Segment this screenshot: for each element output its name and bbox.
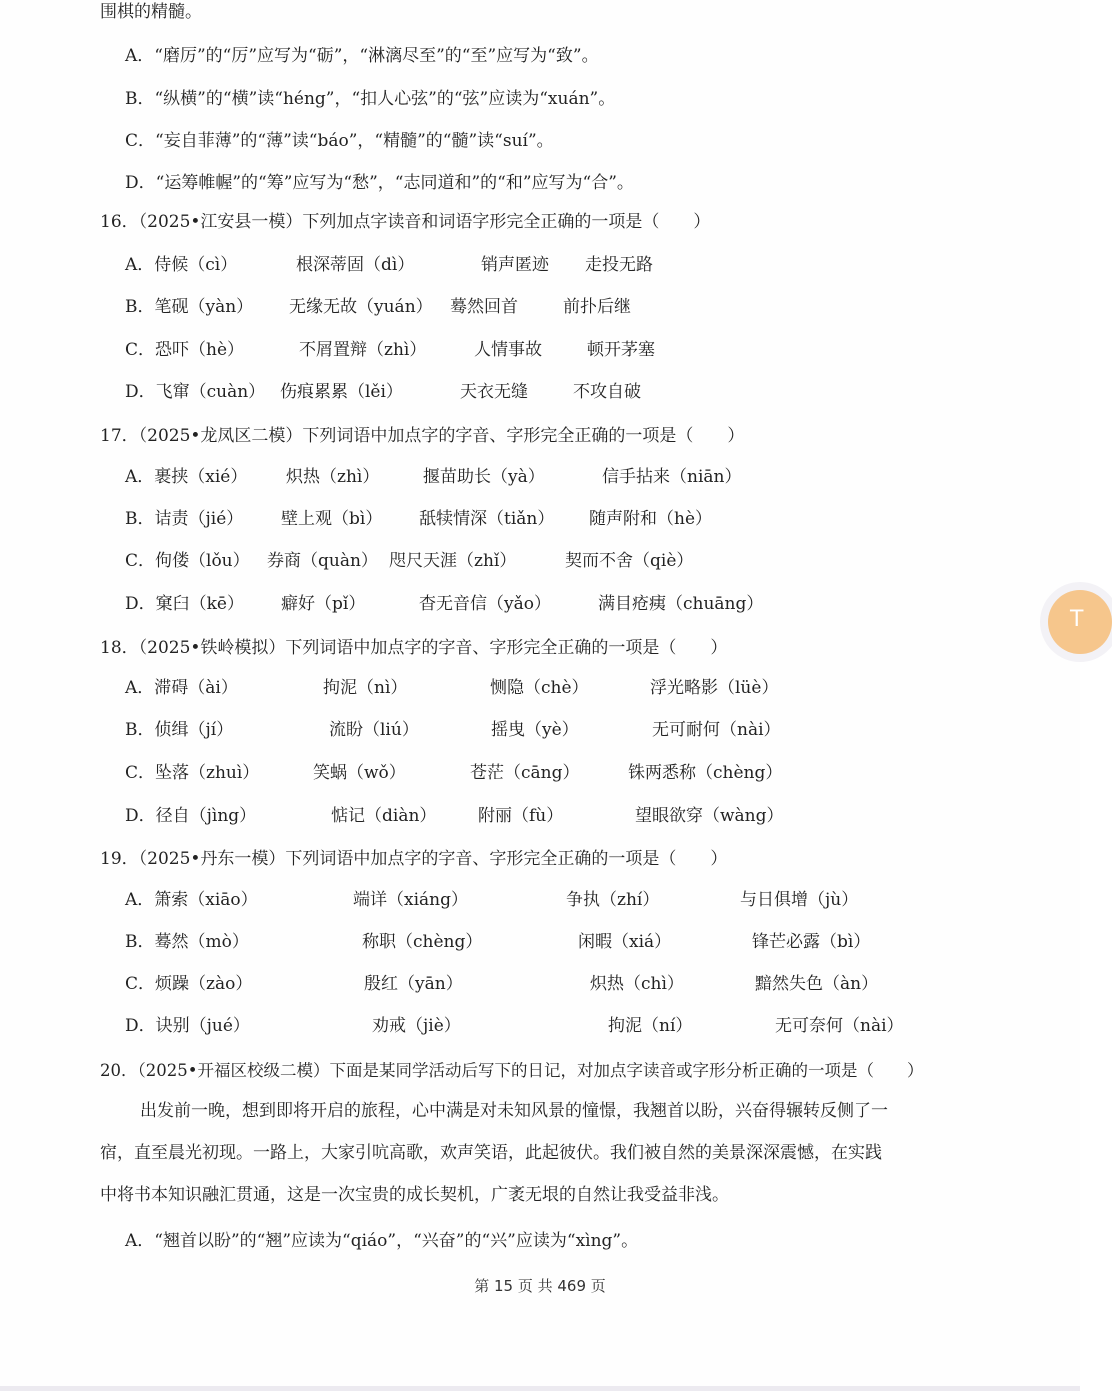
q17-c-1: C．佝偻（lǒu）: [125, 551, 250, 571]
q17-a-4: 信手拈来（niān）: [602, 467, 742, 487]
q17-a-1: A．裹挟（xié）: [125, 467, 248, 487]
q18-d-1: D．径自（jìng）: [125, 806, 257, 826]
q15-option-d: D．“运筹帷幄”的“筹”应写为“愁”，“志同道和”的“和”应写为“合”。: [125, 173, 634, 193]
q18-a-3: 恻隐（chè）: [490, 678, 589, 698]
q16-b-4: 前扑后继: [563, 297, 631, 317]
q17-row-d: [0, 592, 1080, 616]
q17-d-2: 癖好（pǐ）: [281, 594, 366, 614]
q16-b-2: 无缘无故（yuán）: [289, 297, 433, 317]
q17-row-c: [0, 549, 1080, 573]
q20-para-line-3: 中将书本知识融汇贯通，这是一次宝贵的成长契机，广袤无垠的自然让我受益非浅。: [100, 1185, 729, 1205]
q16-d-2: 伤痕累累（lěi）: [280, 382, 403, 402]
q17-b-2: 壁上观（bì）: [281, 509, 383, 529]
q18-b-2: 流盼（liú）: [329, 720, 419, 740]
q16-c-4: 顿开茅塞: [587, 340, 655, 360]
q18-b-4: 无可耐何（nài）: [652, 720, 781, 740]
q16-row-b: [0, 295, 1080, 319]
q18-d-4: 望眼欲穿（wàng）: [635, 806, 784, 826]
q19-a-3: 争执（zhí）: [566, 890, 660, 910]
q17-c-4: 契而不舍（qiè）: [565, 551, 694, 571]
q19-c-1: C．烦躁（zào）: [125, 974, 253, 994]
q19-row-a: [0, 888, 1080, 912]
q19-d-2: 劝戒（jiè）: [372, 1016, 461, 1036]
q19-c-3: 炽热（chì）: [590, 974, 684, 994]
q18-d-2: 惦记（diàn）: [331, 806, 437, 826]
q17-row-b: [0, 507, 1080, 531]
q16-c-1: C．恐吓（hè）: [125, 340, 245, 360]
q18-b-3: 摇曳（yè）: [491, 720, 579, 740]
q17-d-4: 满目疮痍（chuāng）: [598, 594, 764, 614]
q18-d-3: 附丽（fù）: [478, 806, 564, 826]
q16-c-2: 不屑置辩（zhì）: [299, 340, 427, 360]
q18-b-1: B．侦缉（jí）: [125, 720, 234, 740]
q15-option-a: A．“磨厉”的“厉”应写为“砺”，“淋漓尽至”的“至”应写为“致”。: [125, 46, 599, 66]
q16-row-c: [0, 338, 1080, 362]
q16-d-3: 天衣无缝: [460, 382, 528, 402]
question-17-head: 17．（2025•龙凤区二模）下列词语中加点字的字音、字形完全正确的一项是（ ）: [100, 426, 745, 446]
q19-d-1: D．诀别（jué）: [125, 1016, 250, 1036]
question-19-head: 19．（2025•丹东一模）下列词语中加点字的字音、字形完全正确的一项是（ ）: [100, 849, 728, 869]
q16-d-1: D．飞窜（cuàn）: [125, 382, 266, 402]
q18-row-b: [0, 718, 1080, 742]
q19-d-3: 拘泥（ní）: [608, 1016, 693, 1036]
q18-row-d: [0, 804, 1080, 828]
q19-b-3: 闲暇（xiá）: [578, 932, 672, 952]
top-fragment: 围棋的精髓。: [100, 2, 202, 22]
q15-option-c: C．“妄自菲薄”的“薄”读“báo”，“精髓”的“髓”读“suí”。: [125, 131, 554, 151]
q20-option-a: A．“翘首以盼”的“翘”应读为“qiáo”，“兴奋”的“兴”应读为“xìng”。: [125, 1231, 639, 1251]
q16-c-3: 人情事故: [474, 340, 542, 360]
q19-a-1: A．箫索（xiāo）: [125, 890, 258, 910]
q19-c-4: 黯然失色（àn）: [755, 974, 879, 994]
q19-a-4: 与日俱增（jù）: [740, 890, 859, 910]
q18-c-4: 铢两悉称（chèng）: [628, 763, 783, 783]
q17-a-3: 揠苗助长（yà）: [423, 467, 545, 487]
page-bottom-divider: [0, 1386, 1080, 1391]
q17-c-2: 券商（quàn）: [267, 551, 378, 571]
page-footer: 第 15 页 共 469 页: [474, 1277, 606, 1295]
q18-c-1: C．坠落（zhuì）: [125, 763, 260, 783]
q20-para-line-1: 出发前一晚，想到即将开启的旅程，心中满是对未知风景的憧憬，我翘首以盼，兴奋得辗转反侧了一: [140, 1101, 888, 1121]
q19-row-d: [0, 1014, 1080, 1038]
q17-a-2: 炽热（zhì）: [286, 467, 380, 487]
q19-c-2: 殷红（yān）: [364, 974, 463, 994]
q16-row-d: [0, 380, 1080, 404]
q19-b-1: B．蓦然（mò）: [125, 932, 249, 952]
q17-d-3: 杳无音信（yǎo）: [419, 594, 551, 614]
q17-row-a: [0, 465, 1080, 489]
q19-row-c: [0, 972, 1080, 996]
q17-b-1: B．诘责（jié）: [125, 509, 244, 529]
q18-row-c: [0, 761, 1080, 785]
q16-b-3: 蓦然回首: [450, 297, 518, 317]
q15-option-b: B．“纵横”的“横”读“héng”，“扣人心弦”的“弦”应读为“xuán”。: [125, 89, 616, 109]
q18-a-1: A．滞碍（ài）: [125, 678, 238, 698]
q20-para-line-2: 宿，直至晨光初现。一路上，大家引吭高歌，欢声笑语，此起彼伏。我们被自然的美景深深震憾，在实践: [100, 1143, 882, 1163]
q16-a-2: 根深蒂固（dì）: [296, 255, 415, 275]
q19-b-4: 锋芒必露（bì）: [752, 932, 871, 952]
q16-b-1: B．笔砚（yàn）: [125, 297, 254, 317]
q17-c-3: 咫尺天涯（zhǐ）: [389, 551, 517, 571]
q16-a-1: A．侍候（cì）: [125, 255, 238, 275]
q17-d-1: D．窠臼（kē）: [125, 594, 244, 614]
q18-a-2: 拘泥（nì）: [323, 678, 408, 698]
q18-c-3: 苍茫（cāng）: [470, 763, 580, 783]
q19-a-2: 端详（xiáng）: [353, 890, 468, 910]
q19-d-4: 无可奈何（nài）: [775, 1016, 904, 1036]
q18-row-a: [0, 676, 1080, 700]
q16-a-3: 销声匿迹: [481, 255, 549, 275]
floating-side-button[interactable]: [1048, 590, 1112, 654]
question-20-head: 20．（2025•开福区校级二模）下面是某同学活动后写下的日记，对加点字读音或字形分析正确的一项是（ ）: [100, 1061, 924, 1080]
q17-b-3: 舐犊情深（tiǎn）: [419, 509, 555, 529]
q17-b-4: 随声附和（hè）: [589, 509, 713, 529]
side-button-icon: T: [1070, 607, 1084, 632]
q16-a-4: 走投无路: [585, 255, 653, 275]
q18-c-2: 笑蜗（wǒ）: [313, 763, 406, 783]
q18-a-4: 浮光略影（lüè）: [650, 678, 779, 698]
question-16-head: 16．（2025•江安县一模）下列加点字读音和词语字形完全正确的一项是（ ）: [100, 212, 711, 232]
q19-b-2: 称职（chèng）: [362, 932, 483, 952]
question-18-head: 18．（2025•铁岭模拟）下列词语中加点字的字音、字形完全正确的一项是（ ）: [100, 638, 728, 658]
q16-row-a: [0, 253, 1080, 277]
q16-d-4: 不攻自破: [573, 382, 641, 402]
q19-row-b: [0, 930, 1080, 954]
